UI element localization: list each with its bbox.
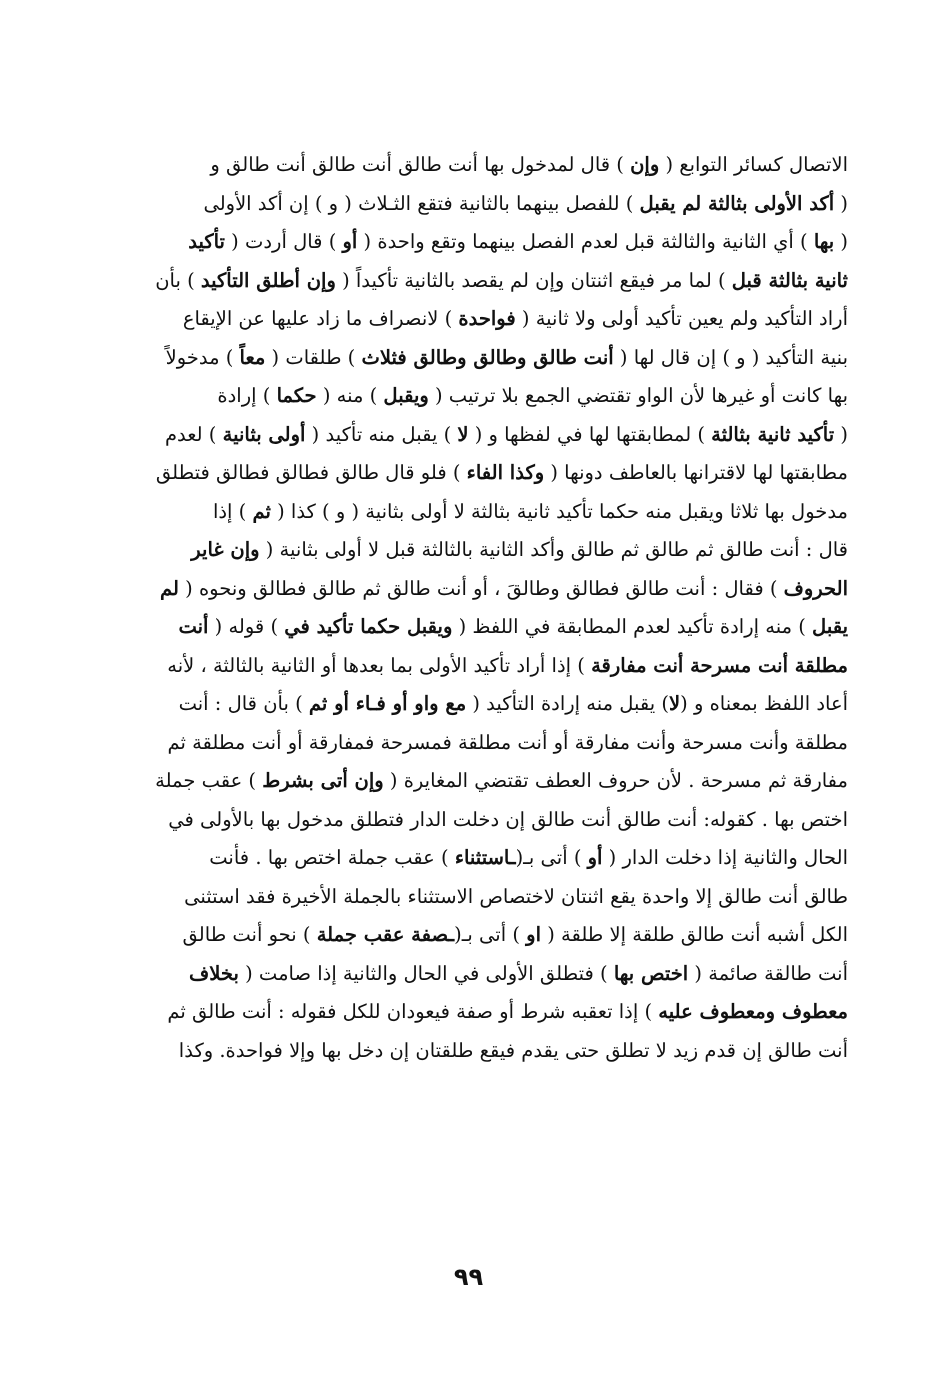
text-line (130, 647, 848, 686)
text-run: مفارقة ثم مسرحة . لأن حروف العطف تقتضي المغايرة ( (383, 769, 848, 792)
bold-text-run: وإن أتى بشرط (262, 769, 384, 792)
bold-text-run: تأكيد (188, 230, 225, 253)
text-run: ) فتطلق الأولى في الحال والثانية إذا صامت ( (238, 961, 614, 985)
text-run: ) أتى بـ( (515, 846, 588, 869)
bold-text-run: ويقبل (383, 384, 429, 407)
bold-text-run: تأكيد ثانية بثالثة (711, 422, 835, 446)
text-run: ) إذا أراد تأكيد الأولى بما بعدها أو الثانية بالثالثة ، لأنه (167, 653, 592, 677)
text-run: ) منه ( (316, 384, 384, 407)
text-run: ) فقال : أنت طالق فطالق وطالقَ ، أو أنت طالق ثم طالق فطالق ونحوه ( (178, 576, 784, 600)
text-line (130, 685, 848, 724)
text-run: ) منه إرادة تأكيد لعدم المطابقة في اللفظ ( (452, 615, 813, 638)
text-run: طالق أنت طالق إلا واحدة يقع اثنتان لاختصاص الاستثناء بالجملة الأخيرة فقد استثنى (184, 884, 848, 908)
bold-text-run: وإن غاير (191, 538, 260, 561)
text-line (130, 223, 848, 262)
text-run: ) عقب جملة اختص بها . فأنت (209, 846, 455, 869)
text-line (130, 416, 848, 455)
text-run: ) قال لمدخول بها أنت طالق أنت طالق أنت طالق و (210, 153, 631, 176)
bold-text-run: أو (587, 846, 603, 869)
text-run: مطابقتها لها لاقترانها بالعاطف دونها ( (544, 461, 848, 484)
text-run: أعاد اللفظ بمعناه و ( (680, 692, 848, 715)
text-run: أنت طالق إن قدم زيد لا تطلق حتى يقدم فيقع طلقتان إن دخل بها وإلا فواحدة. وكذا (178, 1038, 848, 1062)
bold-text-run: وإن أطلق التأكيد (200, 268, 336, 292)
bold-text-run: الحروف (783, 576, 848, 600)
text-run: الحال والثانية إذا دخلت الدار ( (602, 846, 848, 869)
bold-text-run: مطلقة أنت مسرحة أنت مفارقة (591, 653, 848, 677)
text-run: أنت طالقة صائمة ( (688, 961, 848, 985)
text-line (130, 724, 848, 763)
text-line (130, 608, 848, 647)
bold-text-run: ثانية بثالثة قبل (731, 268, 848, 292)
bold-text-run: ـاستثناء (454, 846, 516, 869)
bold-text-run: وكذا الفاء (466, 461, 545, 484)
text-run: الاتصال كسائر التوابع ( (659, 153, 848, 176)
text-line (130, 801, 848, 840)
text-run: ) بأن قال : أنت (178, 692, 309, 715)
bold-text-run: بها (813, 230, 835, 253)
text-run: ) لما مر فيقع اثنتان وإن لم يقصد بالثانية تأكيداً ( (335, 268, 732, 292)
bold-text-run: معطوف ومعطوف عليه (658, 1000, 848, 1023)
text-line (130, 878, 848, 917)
text-line (130, 339, 848, 378)
bold-text-run: او (526, 923, 542, 946)
text-line (130, 300, 848, 339)
bold-text-run: أنت (178, 615, 209, 638)
bold-text-run: مع واو أو فـاء أو ثم (308, 692, 467, 715)
page-number: ٩٩ (453, 1263, 484, 1291)
bold-text-run: أكد الأولى بثالثة لم يقبل (639, 191, 835, 215)
text-run: ( (834, 422, 848, 446)
text-run: ) قال أردت ( (224, 230, 343, 253)
bold-text-run: أولى بثانية (222, 422, 306, 446)
text-run: أراد التأكيد ولم يعين تأكيد أولى ولا ثانية ( (515, 307, 848, 330)
text-run: ) طلقات ( (265, 345, 362, 369)
text-line (130, 916, 848, 955)
bold-text-run: لا (669, 692, 681, 715)
text-run: ) بأن (155, 268, 201, 292)
text-line (130, 762, 848, 801)
bold-text-run: ثم (252, 499, 271, 523)
bold-text-run: معاً (239, 345, 266, 369)
text-run: ) إذا (212, 499, 253, 523)
text-run: مدخول بها ثلاثا ويقبل منه حكما تأكيد ثانية بثالثة لا أولى بثانية ( و ) كذا ( (270, 499, 848, 523)
text-run: ) فلو قال طالق فطالق فطالق فتطلق (155, 461, 467, 484)
text-line (130, 146, 848, 185)
text-run: ) للفصل بينهما بالثانية فتقع الثـلاث ( و ) إن أكد الأولى (203, 191, 640, 215)
text-run: ) يقبل منه تأكيد ( (305, 422, 458, 446)
text-run: بها كانت أو غيرها لأن الواو تقتضي الجمع بلا ترتيب ( (428, 384, 848, 407)
text-line (130, 993, 848, 1032)
text-line (130, 839, 848, 878)
bold-text-run: اختص بها (613, 961, 689, 985)
text-line (130, 1032, 848, 1071)
bold-text-run: أو (342, 230, 358, 253)
text-run: ) لمطابقتها لها في لفظها و ( (468, 422, 712, 446)
text-line (130, 377, 848, 416)
bold-text-run: بخلاف (189, 961, 239, 985)
bold-text-run: فواحدة (458, 307, 516, 330)
bold-text-run: حكما (276, 384, 317, 407)
text-line (130, 454, 848, 493)
bold-text-run: أنت طالق وطالق وطالق فثلاث (361, 345, 614, 369)
text-line (130, 955, 848, 994)
text-run: ) إرادة (217, 384, 277, 407)
text-run: ( (834, 230, 848, 253)
text-line (130, 531, 848, 570)
text-line (130, 262, 848, 301)
text-run: بنية التأكيد ( و ) إن قال لها ( (613, 345, 848, 369)
text-run: ( (834, 191, 848, 215)
text-run: ) لعدم (164, 422, 223, 446)
text-run: ) أتى بـ( (454, 923, 527, 946)
text-run: الكل أشبه أنت طالق طلقة إلا طلقة ( (541, 923, 848, 946)
text-run: ) يقبل منه إرادة التأكيد ( (466, 692, 670, 715)
text-run: ) عقب جملة (155, 769, 263, 792)
text-run: ) أي الثانية والثالثة قبل لعدم الفصل بينهما وتقع واحدة ( (357, 230, 814, 253)
text-run: ) نحو أنت طالق (182, 923, 317, 946)
body-text (130, 146, 848, 1070)
text-line (130, 570, 848, 609)
text-run: ) مدخولاً (165, 345, 240, 369)
bold-text-run: لم (160, 576, 179, 600)
bold-text-run: وإن (630, 153, 660, 176)
text-line (130, 185, 848, 224)
text-run: قال : أنت طالق ثم طالق ثم طالق وأكد الثانية بالثالثة قبل لا أولى بثانية ( (259, 538, 848, 561)
text-run: اختص بها . كقوله: أنت طالق أنت طالق إن دخلت الدار فتطلق مدخول بها بالأولى في (168, 807, 848, 831)
text-run: ) قوله ( (208, 615, 285, 638)
bold-text-run: يقبل (812, 615, 848, 638)
text-run: مطلقة وأنت مسرحة وأنت مفارقة أو أنت مطلقة فمسرحة فمفارقة أو أنت مطلقة ثم (167, 730, 848, 754)
text-run: ) إذا تعقبه شرط أو صفة فيعودان للكل فقوله : أنت طالق ثم (167, 1000, 659, 1023)
bold-text-run: ويقبل حكما تأكيد في (284, 615, 453, 638)
text-line (130, 493, 848, 532)
text-run: ) لانصراف ما زاد عليها عن الإيقاع (182, 307, 459, 330)
bold-text-run: ـصفة عقب جملة (316, 923, 455, 946)
bold-text-run: لا (457, 422, 469, 446)
